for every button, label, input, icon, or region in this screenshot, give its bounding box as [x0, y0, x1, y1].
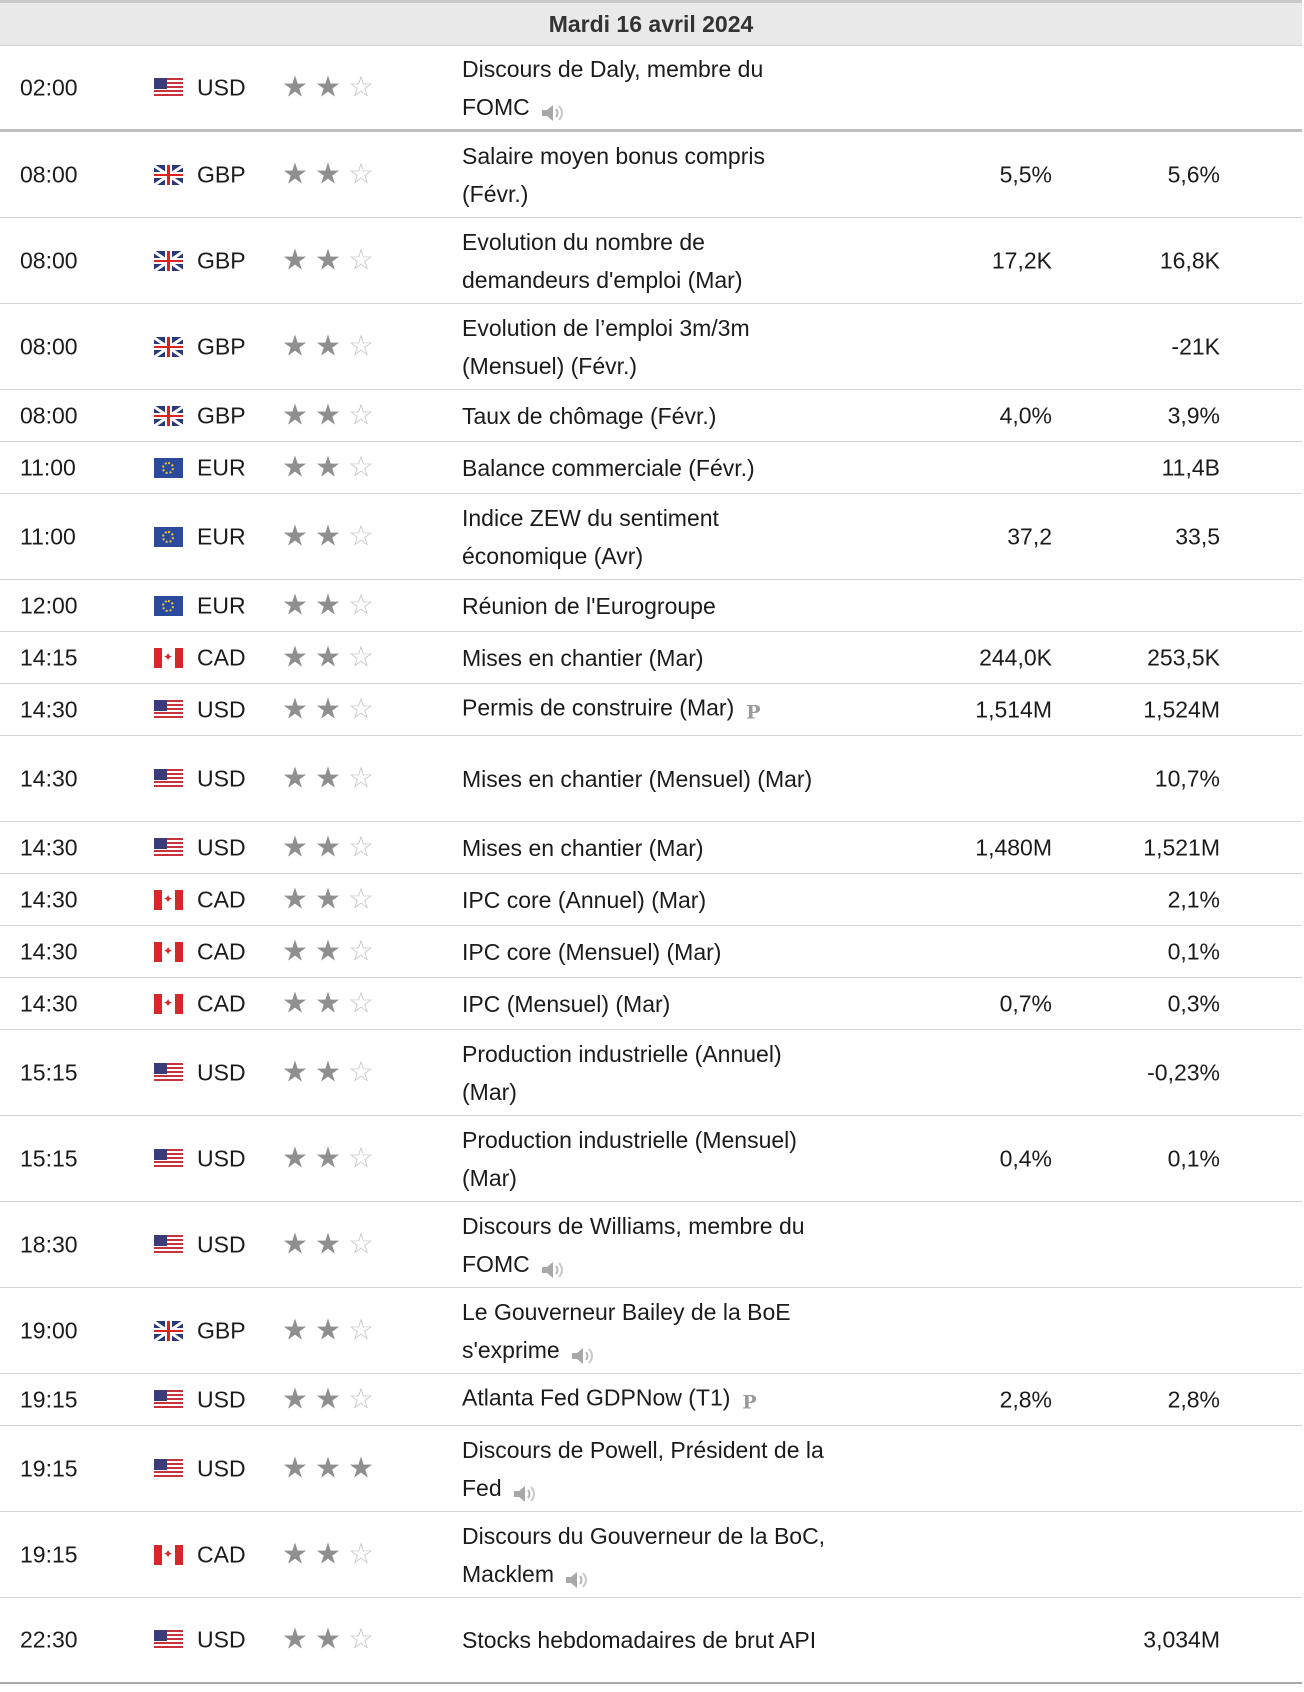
star-empty-icon: ☆: [348, 330, 374, 362]
event-name[interactable]: [462, 1121, 827, 1197]
uk-flag-icon: [154, 251, 183, 271]
star-filled-icon: ★: [315, 935, 341, 967]
importance-rating: [282, 937, 374, 966]
currency-code: EUR: [197, 592, 246, 618]
table-row[interactable]: [0, 494, 1302, 580]
event-title[interactable]: Discours du Gouverneur de la BoC, Macklem: [462, 1522, 826, 1587]
event-title[interactable]: IPC core (Mensuel) (Mar): [462, 938, 722, 965]
event-time: 14:30: [20, 938, 78, 964]
table-row[interactable]: [0, 1374, 1302, 1426]
us-flag-icon: [154, 1149, 183, 1169]
star-filled-icon: ★: [315, 1056, 341, 1088]
star-empty-icon: ☆: [348, 71, 374, 103]
events-table: [0, 46, 1302, 1684]
event-time: 11:00: [20, 454, 76, 480]
star-filled-icon: ★: [282, 1383, 308, 1415]
event-name[interactable]: [462, 829, 827, 867]
star-filled-icon: ★: [315, 1452, 341, 1484]
star-empty-icon: ☆: [348, 883, 374, 915]
importance-rating: [282, 1623, 374, 1656]
star-filled-icon: ★: [315, 693, 341, 725]
event-title[interactable]: IPC (Mensuel) (Mar): [462, 990, 671, 1017]
importance-rating: [282, 453, 374, 482]
currency-code: CAD: [197, 1541, 246, 1567]
event-name[interactable]: [462, 1035, 827, 1111]
star-empty-icon: ☆: [348, 693, 374, 725]
ca-flag-icon: [154, 890, 183, 910]
event-name[interactable]: [462, 137, 827, 213]
preliminary-icon: P: [742, 1391, 757, 1413]
event-time: 14:30: [20, 990, 78, 1016]
event-time: 08:00: [20, 402, 78, 428]
event-name[interactable]: [462, 449, 827, 487]
currency-code: USD: [197, 696, 246, 722]
star-filled-icon: ★: [282, 831, 308, 863]
importance-rating: [282, 522, 374, 551]
previous-value: 2,8%: [1167, 1386, 1220, 1412]
importance-rating: [282, 401, 374, 430]
importance-rating: [282, 332, 374, 361]
star-filled-icon: ★: [282, 762, 308, 794]
previous-value: 16,8K: [1159, 247, 1220, 273]
previous-value: 253,5K: [1147, 644, 1220, 670]
previous-value: 3,9%: [1167, 402, 1220, 428]
table-row[interactable]: [0, 304, 1302, 390]
previous-value: 1,524M: [1143, 696, 1220, 722]
previous-value: 2,1%: [1167, 886, 1220, 912]
table-row[interactable]: [0, 46, 1302, 132]
event-name[interactable]: [462, 760, 827, 798]
currency-code: EUR: [197, 454, 246, 480]
star-filled-icon: ★: [315, 762, 341, 794]
importance-rating: [282, 833, 374, 862]
event-name[interactable]: [462, 1378, 827, 1421]
event-name[interactable]: [462, 50, 827, 126]
table-row[interactable]: [0, 390, 1302, 442]
star-empty-icon: ☆: [348, 935, 374, 967]
star-empty-icon: ☆: [348, 1142, 374, 1174]
event-name[interactable]: [462, 933, 827, 971]
event-title[interactable]: IPC core (Annuel) (Mar): [462, 886, 707, 913]
previous-value: 3,034M: [1143, 1626, 1220, 1653]
uk-flag-icon: [154, 337, 183, 357]
event-title[interactable]: Mises en chantier (Mar): [462, 644, 704, 671]
currency-code: GBP: [197, 333, 246, 359]
star-empty-icon: ☆: [348, 158, 374, 190]
importance-rating: [282, 695, 374, 724]
star-filled-icon: ★: [282, 1538, 308, 1570]
table-row[interactable]: [0, 1202, 1302, 1288]
event-title[interactable]: Permis de construire (Mar): [462, 694, 735, 720]
event-name[interactable]: [462, 223, 827, 299]
us-flag-icon: [154, 78, 183, 98]
event-name[interactable]: [462, 1207, 827, 1283]
previous-value: 0,3%: [1167, 990, 1220, 1016]
eu-flag-icon: [154, 527, 183, 547]
previous-value: 1,521M: [1143, 834, 1220, 860]
importance-rating: [282, 989, 374, 1018]
star-empty-icon: ☆: [348, 244, 374, 276]
table-row[interactable]: [0, 1116, 1302, 1202]
currency-code: CAD: [197, 886, 246, 912]
actual-value: 244,0K: [979, 644, 1052, 670]
us-flag-icon: [154, 1235, 183, 1255]
previous-value: 33,5: [1175, 523, 1220, 549]
table-row[interactable]: [0, 1288, 1302, 1374]
currency-code: CAD: [197, 990, 246, 1016]
event-name[interactable]: [462, 1293, 827, 1369]
table-row[interactable]: [0, 580, 1302, 632]
us-flag-icon: [154, 838, 183, 858]
table-row[interactable]: [0, 684, 1302, 736]
speaker-icon: [540, 97, 566, 119]
previous-value: 0,1%: [1167, 938, 1220, 964]
currency-code: USD: [197, 1386, 246, 1412]
event-title[interactable]: Discours de Powell, Président de la Fed: [462, 1436, 824, 1501]
us-flag-icon: [154, 1063, 183, 1083]
star-empty-icon: ☆: [348, 762, 374, 794]
importance-rating: [282, 73, 374, 102]
star-filled-icon: ★: [315, 1314, 341, 1346]
event-name[interactable]: [462, 587, 827, 625]
star-filled-icon: ★: [282, 1452, 308, 1484]
currency-code: USD: [197, 1059, 246, 1085]
table-row[interactable]: [0, 1512, 1302, 1598]
ca-flag-icon: [154, 994, 183, 1014]
event-name[interactable]: [462, 985, 827, 1023]
event-title[interactable]: Production industrielle (Annuel) (Mar): [462, 1040, 782, 1105]
importance-rating: [282, 1385, 374, 1414]
us-flag-icon: [154, 1630, 183, 1650]
event-title[interactable]: Balance commerciale (Févr.): [462, 454, 755, 481]
currency-code: USD: [197, 1626, 246, 1653]
event-time: 19:15: [20, 1386, 78, 1412]
table-row[interactable]: [0, 632, 1302, 684]
event-time: 02:00: [20, 74, 78, 100]
event-time: 12:00: [20, 592, 78, 618]
event-title[interactable]: Mises en chantier (Mar): [462, 834, 704, 861]
event-name[interactable]: [462, 1431, 827, 1507]
us-flag-icon: [154, 1459, 183, 1479]
event-title[interactable]: Le Gouverneur Bailey de la BoE s'exprime: [462, 1298, 791, 1363]
star-filled-icon: ★: [282, 1314, 308, 1346]
event-time: 19:00: [20, 1317, 78, 1343]
star-filled-icon: ★: [282, 71, 308, 103]
star-empty-icon: ☆: [348, 641, 374, 673]
event-name[interactable]: [462, 639, 827, 677]
uk-flag-icon: [154, 165, 183, 185]
importance-rating: [282, 1316, 374, 1345]
actual-value: 4,0%: [999, 402, 1052, 428]
star-filled-icon: ★: [315, 589, 341, 621]
star-empty-icon: ☆: [348, 1538, 374, 1570]
event-time: 14:15: [20, 644, 78, 670]
speaker-icon: [540, 1254, 566, 1276]
star-filled-icon: ★: [282, 987, 308, 1019]
star-empty-icon: ☆: [348, 1623, 374, 1656]
star-filled-icon: ★: [282, 589, 308, 621]
importance-rating: [282, 1230, 374, 1259]
event-time: 22:30: [20, 1626, 78, 1653]
currency-code: USD: [197, 1455, 246, 1481]
event-time: 14:30: [20, 765, 78, 791]
preliminary-icon: P: [746, 701, 761, 723]
currency-code: USD: [197, 765, 246, 791]
star-filled-icon: ★: [315, 244, 341, 276]
importance-rating: [282, 246, 374, 275]
event-title[interactable]: Evolution de l’emploi 3m/3m (Mensuel) (Févr.): [462, 314, 750, 379]
actual-value: 0,4%: [999, 1145, 1052, 1171]
importance-rating: [282, 1454, 374, 1483]
table-row[interactable]: [0, 442, 1302, 494]
star-empty-icon: ☆: [348, 1056, 374, 1088]
currency-code: EUR: [197, 523, 246, 549]
table-row[interactable]: [0, 822, 1302, 874]
star-filled-icon: ★: [282, 1056, 308, 1088]
star-filled-icon: ★: [315, 641, 341, 673]
star-filled-icon: ★: [315, 1623, 341, 1656]
event-time: 14:30: [20, 886, 78, 912]
star-filled-icon: ★: [315, 1383, 341, 1415]
event-name[interactable]: [462, 688, 827, 731]
event-time: 19:15: [20, 1541, 78, 1567]
currency-code: GBP: [197, 247, 246, 273]
event-title[interactable]: Indice ZEW du sentiment économique (Avr): [462, 504, 719, 569]
star-empty-icon: ☆: [348, 987, 374, 1019]
previous-value: -21K: [1171, 333, 1220, 359]
event-time: 15:15: [20, 1145, 78, 1171]
eu-flag-icon: [154, 596, 183, 616]
importance-rating: [282, 1058, 374, 1087]
event-time: 08:00: [20, 333, 78, 359]
table-row[interactable]: [0, 218, 1302, 304]
star-filled-icon: ★: [282, 244, 308, 276]
star-filled-icon: ★: [348, 1452, 374, 1484]
actual-value: 37,2: [1007, 523, 1052, 549]
event-title[interactable]: Réunion de l'Eurogroupe: [462, 592, 716, 619]
currency-code: CAD: [197, 938, 246, 964]
previous-value: 0,1%: [1167, 1145, 1220, 1171]
star-filled-icon: ★: [315, 451, 341, 483]
event-title[interactable]: Atlanta Fed GDPNow (T1): [462, 1384, 731, 1410]
currency-code: USD: [197, 74, 246, 100]
event-title[interactable]: Production industrielle (Mensuel) (Mar): [462, 1126, 797, 1191]
star-empty-icon: ☆: [348, 399, 374, 431]
actual-value: 1,480M: [975, 834, 1052, 860]
star-filled-icon: ★: [282, 451, 308, 483]
star-filled-icon: ★: [282, 1623, 308, 1656]
actual-value: 1,514M: [975, 696, 1052, 722]
event-title[interactable]: Discours de Daly, membre du FOMC: [462, 55, 764, 120]
ca-flag-icon: [154, 942, 183, 962]
star-filled-icon: ★: [282, 935, 308, 967]
previous-value: 10,7%: [1154, 765, 1220, 791]
star-filled-icon: ★: [282, 1228, 308, 1260]
event-name[interactable]: [462, 1517, 827, 1593]
star-filled-icon: ★: [315, 1538, 341, 1570]
star-filled-icon: ★: [282, 693, 308, 725]
star-empty-icon: ☆: [348, 1314, 374, 1346]
star-filled-icon: ★: [282, 330, 308, 362]
star-empty-icon: ☆: [348, 831, 374, 863]
star-filled-icon: ★: [315, 330, 341, 362]
event-name[interactable]: [462, 309, 827, 385]
importance-rating: [282, 1540, 374, 1569]
currency-code: USD: [197, 1145, 246, 1171]
event-title[interactable]: Discours de Williams, membre du FOMC: [462, 1212, 805, 1277]
star-filled-icon: ★: [282, 520, 308, 552]
importance-rating: [282, 764, 374, 793]
uk-flag-icon: [154, 406, 183, 426]
star-filled-icon: ★: [315, 831, 341, 863]
star-filled-icon: ★: [315, 1228, 341, 1260]
event-time: 14:30: [20, 834, 78, 860]
eu-flag-icon: [154, 458, 183, 478]
star-filled-icon: ★: [282, 641, 308, 673]
us-flag-icon: [154, 700, 183, 720]
currency-code: USD: [197, 1231, 246, 1257]
event-name[interactable]: [462, 1621, 827, 1659]
star-filled-icon: ★: [282, 158, 308, 190]
star-filled-icon: ★: [282, 883, 308, 915]
event-name[interactable]: [462, 499, 827, 575]
event-time: 15:15: [20, 1059, 78, 1085]
event-time: 08:00: [20, 161, 78, 187]
previous-value: 11,4B: [1161, 454, 1220, 480]
star-filled-icon: ★: [282, 1142, 308, 1174]
uk-flag-icon: [154, 1321, 183, 1341]
speaker-icon: [512, 1478, 538, 1500]
importance-rating: [282, 160, 374, 189]
star-filled-icon: ★: [315, 1142, 341, 1174]
star-empty-icon: ☆: [348, 451, 374, 483]
actual-value: 2,8%: [999, 1386, 1052, 1412]
importance-rating: [282, 643, 374, 672]
star-filled-icon: ★: [315, 883, 341, 915]
event-time: 11:00: [20, 523, 76, 549]
table-row[interactable]: [0, 1426, 1302, 1512]
currency-code: GBP: [197, 402, 246, 428]
table-row[interactable]: [0, 874, 1302, 926]
us-flag-icon: [154, 1390, 183, 1410]
table-row[interactable]: [0, 736, 1302, 822]
currency-code: GBP: [197, 1317, 246, 1343]
ca-flag-icon: [154, 648, 183, 668]
importance-rating: [282, 1144, 374, 1173]
event-time: 14:30: [20, 696, 78, 722]
speaker-icon: [570, 1340, 596, 1362]
star-empty-icon: ☆: [348, 589, 374, 621]
star-empty-icon: ☆: [348, 1228, 374, 1260]
importance-rating: [282, 591, 374, 620]
date-header: Mardi 16 avril 2024: [0, 0, 1302, 46]
event-time: 19:15: [20, 1455, 78, 1481]
star-empty-icon: ☆: [348, 1383, 374, 1415]
event-title[interactable]: Salaire moyen bonus compris (Févr.): [462, 142, 765, 207]
speaker-icon: [564, 1564, 590, 1586]
currency-code: GBP: [197, 161, 246, 187]
ca-flag-icon: [154, 1545, 183, 1565]
star-filled-icon: ★: [315, 158, 341, 190]
event-title[interactable]: Evolution du nombre de demandeurs d'emploi (Mar): [462, 228, 743, 293]
star-empty-icon: ☆: [348, 520, 374, 552]
currency-code: CAD: [197, 644, 246, 670]
table-row[interactable]: [0, 1030, 1302, 1116]
actual-value: 17,2K: [991, 247, 1052, 273]
star-filled-icon: ★: [315, 520, 341, 552]
actual-value: 0,7%: [999, 990, 1052, 1016]
event-time: 18:30: [20, 1231, 78, 1257]
event-time: 08:00: [20, 247, 78, 273]
importance-rating: [282, 885, 374, 914]
previous-value: 5,6%: [1167, 161, 1220, 187]
table-row[interactable]: [0, 1598, 1302, 1684]
currency-code: USD: [197, 834, 246, 860]
event-name[interactable]: [462, 881, 827, 919]
event-name[interactable]: [462, 397, 827, 435]
actual-value: 5,5%: [999, 161, 1052, 187]
us-flag-icon: [154, 769, 183, 789]
star-filled-icon: ★: [315, 71, 341, 103]
event-title[interactable]: Stocks hebdomadaires de brut API: [462, 1627, 817, 1653]
star-filled-icon: ★: [315, 399, 341, 431]
previous-value: -0,23%: [1147, 1059, 1220, 1085]
event-title[interactable]: Mises en chantier (Mensuel) (Mar): [462, 765, 813, 792]
table-row[interactable]: [0, 926, 1302, 978]
event-title[interactable]: Taux de chômage (Févr.): [462, 402, 717, 429]
star-filled-icon: ★: [315, 987, 341, 1019]
table-row[interactable]: [0, 132, 1302, 218]
star-filled-icon: ★: [282, 399, 308, 431]
table-row[interactable]: [0, 978, 1302, 1030]
